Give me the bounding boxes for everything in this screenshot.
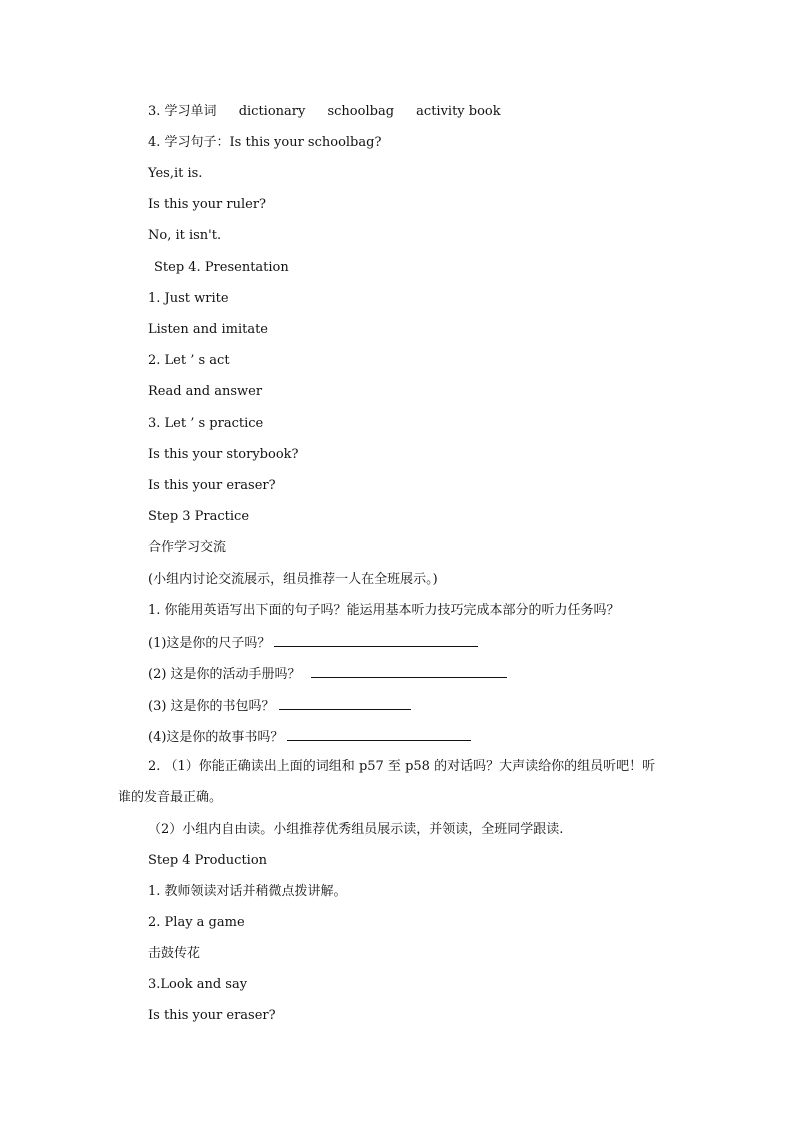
question-text: (3) 这是你的书包吗？ <box>148 699 275 714</box>
step-heading: Step 4 Production <box>148 853 268 868</box>
answer-blank[interactable] <box>279 697 411 710</box>
text-line: 2. Let ’ s act <box>148 353 230 368</box>
text-line: Yes,it is. <box>148 166 203 181</box>
text-line: No, it isn't. <box>148 228 222 243</box>
question-text: (2) 这是你的活动手册吗？ <box>148 667 301 682</box>
question-line <box>148 697 411 715</box>
vocab-heading: 3. 学习单词 <box>148 104 217 119</box>
step-heading: Step 3 Practice <box>148 509 250 524</box>
text-line: Is this your ruler? <box>148 197 267 212</box>
text-line: 1. Just write <box>148 291 229 306</box>
question-text: (4)这是你的故事书吗？ <box>148 730 284 745</box>
text-line: 谁的发音最正确。 <box>118 790 223 805</box>
text-line: 3. Let ’ s practice <box>148 416 264 431</box>
answer-blank[interactable] <box>274 634 478 647</box>
question-line <box>148 665 507 683</box>
vocab-line <box>148 104 501 120</box>
text-line: 1. 你能用英语写出下面的句子吗？能运用基本听力技巧完成本部分的听力任务吗？ <box>148 603 620 618</box>
text-line: 击鼓传花 <box>148 946 201 961</box>
text-line: 3.Look and say <box>148 977 248 992</box>
text-line: 合作学习交流 <box>148 540 227 555</box>
text-line: Is this your storybook? <box>148 447 299 462</box>
text-line: 2. Play a game <box>148 915 245 930</box>
text-line: （2）小组内自由读。小组推荐优秀组员展示读，并领读，全班同学跟读. <box>148 822 564 837</box>
question-line <box>148 634 478 652</box>
text-line: 1. 教师领读对话并稍微点拨讲解。 <box>148 884 347 899</box>
text-line: Is this your eraser? <box>148 1008 276 1023</box>
answer-blank[interactable] <box>287 728 471 741</box>
text-line: Listen and imitate <box>148 322 268 337</box>
vocab-word-schoolbag: schoolbag <box>327 104 395 119</box>
vocab-word-activity-book: activity book <box>416 104 501 119</box>
step-heading: Step 4. Presentation <box>154 260 289 275</box>
text-line: (小组内讨论交流展示，组员推荐一人在全班展示。) <box>148 572 438 587</box>
answer-blank[interactable] <box>311 665 507 678</box>
question-text: (1)这是你的尺子吗？ <box>148 636 271 651</box>
text-line: 2. （1）你能正确读出上面的词组和 p57 至 p58 的对话吗？大声读给你的组员听吧！听 <box>148 759 656 774</box>
question-line <box>148 728 471 746</box>
sentence-heading: 4. 学习句子：Is this your schoolbag? <box>148 135 382 150</box>
text-line: Read and answer <box>148 384 263 399</box>
text-line: Is this your eraser? <box>148 478 276 493</box>
vocab-word-dictionary: dictionary <box>238 104 306 119</box>
